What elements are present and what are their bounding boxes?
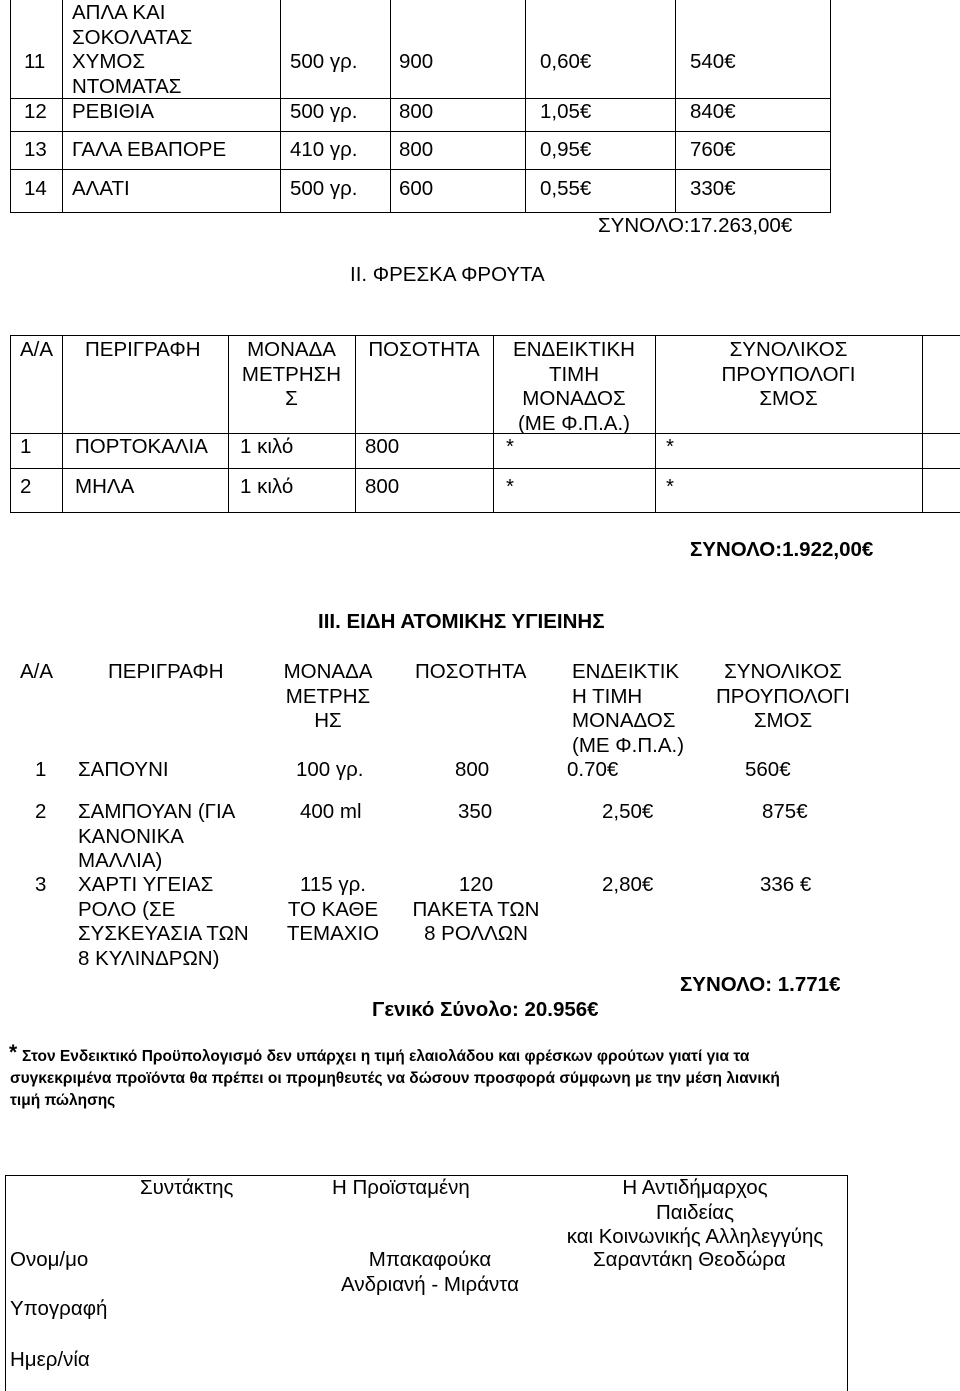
header-description: ΠΕΡΙΓΡΑΦΗ [85, 338, 201, 361]
row-number: 2 [20, 475, 32, 498]
row-quantity: 800 [455, 758, 490, 781]
row-total: 760€ [690, 138, 736, 161]
row-total: 560€ [745, 758, 791, 781]
section3-total: ΣΥΝΟΛΟ: 1.771€ [680, 973, 841, 996]
row-number: 1 [35, 758, 47, 781]
deputy-mayor-role: Η Αντιδήμαρχος Παιδείας και Κοινωνικής Αλληλεγγύης [566, 1176, 824, 1248]
row-total: 875€ [762, 800, 808, 823]
row-unit-price: 2,80€ [602, 873, 654, 896]
row-quantity: 600 [399, 177, 434, 200]
table-border [10, 335, 960, 336]
row-number: 1 [20, 435, 32, 458]
row-unit: 1 κιλό [240, 435, 294, 458]
table-border [10, 0, 11, 212]
head-role: Η Προϊσταμένη [332, 1176, 470, 1199]
grand-total: Γενικό Σύνολο: 20.956€ [372, 998, 599, 1021]
date-label: Ημερ/νία [10, 1348, 90, 1371]
row-unit: 400 ml [300, 800, 362, 823]
table-border [10, 433, 960, 434]
row-number: 12 [24, 100, 47, 123]
row-unit-price: 0,55€ [540, 177, 592, 200]
header-unit: ΜΟΝΑΔΑ ΜΕΤΡΗΣΗ Σ [241, 338, 342, 410]
table-border [10, 212, 831, 213]
row-quantity: 800 [399, 100, 434, 123]
section1-total: ΣΥΝΟΛΟ:17.263,00€ [598, 214, 793, 237]
header-total: ΣΥΝΟΛΙΚΟΣ ΠΡΟΥΠΟΛΟΓΙ ΣΜΟΣ [721, 338, 856, 410]
header-quantity: ΠΟΣΟΤΗΤΑ [415, 660, 527, 683]
section2-total: ΣΥΝΟΛΟ:1.922,00€ [690, 538, 874, 561]
row-description: ΣΑΠΟΥΝΙ [78, 758, 169, 781]
row-total: 336 € [760, 873, 812, 896]
row-unit-price: 1,05€ [540, 100, 592, 123]
row-unit: 115 γρ. ΤΟ ΚΑΘΕ ΤΕΜΑΧΙΟ [286, 873, 380, 945]
row-unit: 100 γρ. [296, 758, 364, 781]
row-total: * [666, 435, 674, 458]
footnote-line: συγκεκριμένα προϊόντα θα πρέπει οι προμηθευτές να δώσουν προσφορά σύμφωνη με την μέση λιανική [10, 1070, 780, 1087]
row-description: ΧΑΡΤΙ ΥΓΕΙΑΣ ΡΟΛΟ (ΣΕ ΣΥΣΚΕΥΑΣΙΑ ΤΩΝ 8 ΚΥΛΙΝΔΡΩΝ) [78, 873, 249, 970]
row-number: 2 [35, 800, 47, 823]
row-quantity: 350 [458, 800, 493, 823]
row-quantity: 800 [399, 138, 434, 161]
header-aa: Α/Α [20, 660, 54, 683]
footnote-line: τιμή πώλησης [10, 1092, 116, 1109]
row-total: * [666, 475, 674, 498]
row-description: ΜΗΛΑ [75, 475, 135, 498]
row-unit: 500 γρ. [290, 50, 358, 73]
row-unit-price: 0,60€ [540, 50, 592, 73]
table-border [10, 512, 960, 513]
row-unit-price: * [506, 475, 514, 498]
table-border [922, 335, 923, 513]
row-total: 540€ [690, 50, 736, 73]
row-unit: 500 γρ. [290, 177, 358, 200]
section2-title: II. ΦΡΕΣΚΑ ΦΡΟΥΤΑ [350, 263, 545, 286]
row-unit: 410 γρ. [290, 138, 358, 161]
continued-description: ΑΠΛΑ ΚΑΙ ΣΟΚΟΛΑΤΑΣ [72, 1, 193, 49]
table-border [10, 169, 831, 170]
row-description: ΡΕΒΙΘΙΑ [72, 100, 155, 123]
row-unit-price: 2,50€ [602, 800, 654, 823]
row-number: 3 [35, 873, 47, 896]
signature-label: Υπογραφή [10, 1297, 108, 1320]
row-number: 11 [24, 50, 46, 73]
row-description: ΣΑΜΠΟΥΑΝ (ΓΙΑ ΚΑΝΟΝΙΚΑ ΜΑΛΛΙΑ) [78, 800, 236, 872]
footnote-asterisk: * [9, 1041, 18, 1064]
row-description: ΑΛΑΤΙ [72, 177, 130, 200]
table-border [390, 0, 391, 212]
row-unit: 500 γρ. [290, 100, 358, 123]
table-border [62, 335, 63, 513]
row-unit-price: 0,95€ [540, 138, 592, 161]
row-description: ΠΟΡΤΟΚΑΛΙΑ [75, 435, 208, 458]
row-unit-price: 0.70€ [567, 758, 619, 781]
table-border [62, 0, 63, 212]
row-quantity: 800 [365, 435, 400, 458]
header-total: ΣΥΝΟΛΙΚΟΣ ΠΡΟΥΠΟΛΟΓΙ ΣΜΟΣ [715, 660, 850, 732]
row-total: 840€ [690, 100, 736, 123]
section3-title: III. ΕΙΔΗ ΑΤΟΜΙΚΗΣ ΥΓΙΕΙΝΗΣ [318, 610, 605, 633]
row-description: ΓΑΛΑ ΕΒΑΠΟΡΕ [72, 138, 227, 161]
row-number: 13 [24, 138, 47, 161]
row-description: ΧΥΜΟΣ ΝΤΟΜΑΤΑΣ [72, 50, 182, 98]
table-border [525, 0, 526, 212]
row-unit: 1 κιλό [240, 475, 294, 498]
author-role: Συντάκτης [140, 1176, 234, 1199]
header-unit-price: ΕΝΔΕΙΚΤΙΚ Η ΤΙΜΗ ΜΟΝΑΔΟΣ (ΜΕ Φ.Π.Α.) [572, 660, 685, 757]
table-border [10, 468, 960, 469]
row-quantity: 900 [399, 50, 434, 73]
row-number: 14 [24, 177, 47, 200]
table-border [830, 0, 831, 212]
table-border [280, 0, 281, 212]
footnote-line: Στον Ενδεικτικό Προϋπολογισμό δεν υπάρχει η τιμή ελαιολάδου και φρέσκων φρούτων γιατί για τα [22, 1048, 750, 1065]
header-aa: Α/Α [20, 338, 54, 361]
header-unit-price: ΕΝΔΕΙΚΤΙΚΗ ΤΙΜΗ ΜΟΝΑΔΟΣ (ΜΕ Φ.Π.Α.) [513, 338, 635, 435]
row-quantity: 120 ΠΑΚΕΤΑ ΤΩΝ 8 ΡΟΛΛΩΝ [412, 873, 540, 945]
table-border [10, 335, 11, 513]
deputy-mayor-name: Σαραντάκη Θεοδώρα [593, 1248, 786, 1271]
head-name: Μπακαφούκα Ανδριανή - Μιράντα [341, 1248, 519, 1296]
name-label: Ονομ/μο [10, 1248, 89, 1271]
header-unit: ΜΟΝΑΔΑ ΜΕΤΡΗΣ ΗΣ [283, 660, 373, 732]
row-total: 330€ [690, 177, 736, 200]
table-border [10, 131, 831, 132]
row-quantity: 800 [365, 475, 400, 498]
table-border [675, 0, 676, 212]
header-quantity: ΠΟΣΟΤΗΤΑ [368, 338, 480, 361]
header-description: ΠΕΡΙΓΡΑΦΗ [108, 660, 224, 683]
row-unit-price: * [506, 435, 514, 458]
